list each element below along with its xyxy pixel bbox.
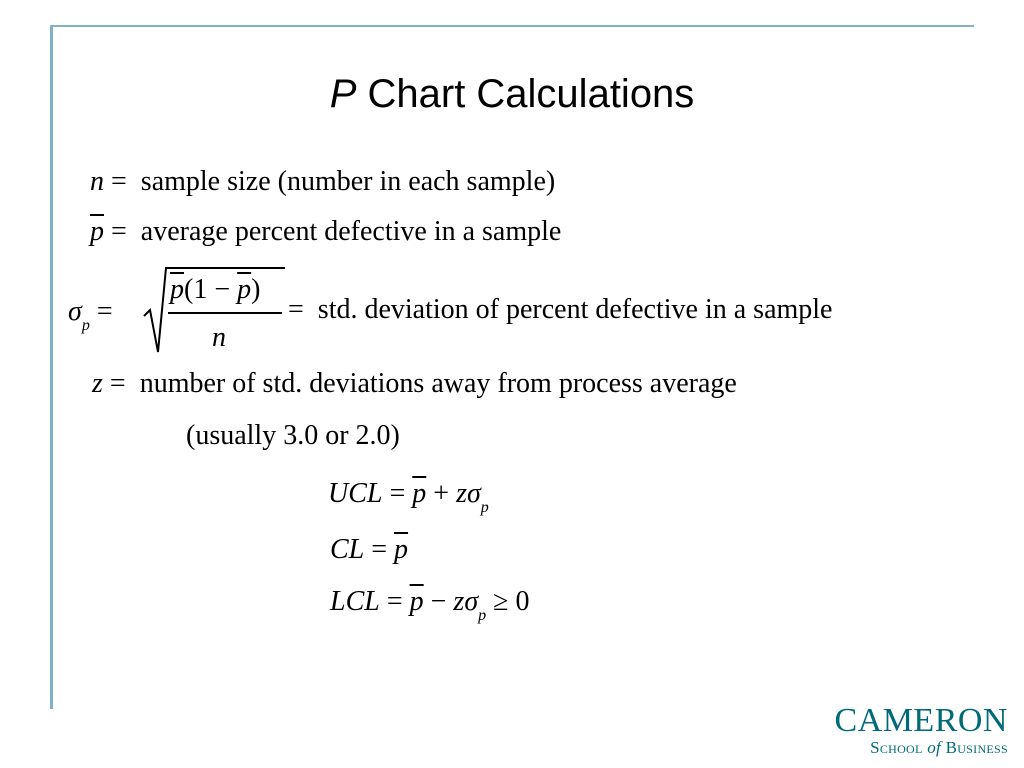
- top-accent-line: [50, 25, 974, 27]
- left-accent-line: [50, 25, 53, 709]
- sigma-denominator: n: [212, 322, 226, 353]
- logo-line-2: School of Business: [870, 738, 1008, 757]
- slide-title: P Chart Calculations: [329, 72, 695, 116]
- def-z: z = number of std. deviations away from process average: [92, 368, 737, 399]
- logo-line-1: CAMERON: [834, 702, 1008, 739]
- ucl-formula: UCL = $\overline{p} + z\sigma_p$: [328, 478, 489, 516]
- lcl-formula: LCL = $\overline{p} - z\sigma_p \ge 0$: [330, 586, 530, 624]
- def-n: n = sample size (number in each sample): [90, 166, 556, 197]
- def-pbar: $\overline{p}$ = average percent defective in a sample: [90, 216, 562, 247]
- cameron-logo: [834, 704, 1008, 758]
- z-note: (usually 3.0 or 2.0): [186, 420, 400, 451]
- sigma-numerator: $\overline{p}(1 - \overline{p})$: [170, 274, 261, 305]
- sigma-description: = std. deviation of percent defective in a sample: [288, 294, 833, 325]
- fraction-bar: [168, 312, 282, 314]
- cl-formula: CL = $\overline{p}$: [330, 534, 409, 565]
- sigma-lhs: $\sigma_p$ =: [68, 296, 113, 334]
